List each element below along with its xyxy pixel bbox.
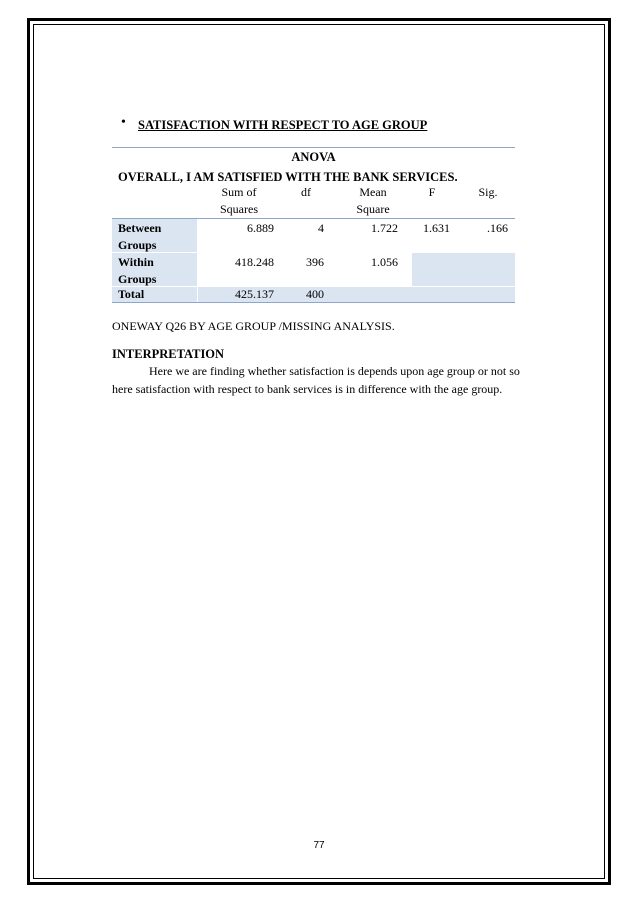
row-label-line: Between [118, 221, 162, 235]
interpretation-line-1: Here we are finding whether satisfaction is depends upon age group or not so [149, 364, 520, 378]
col-header-f: F [428, 185, 436, 199]
row-label-total: Total [118, 287, 145, 301]
col-header-sum-of-squares [200, 184, 278, 218]
table-cell-df: 4 [318, 221, 324, 235]
empty-cell-shade [338, 287, 515, 302]
table-cell-df: 400 [306, 287, 324, 301]
interpretation-heading: INTERPRETATION [112, 347, 225, 361]
page-number: 77 [313, 840, 325, 851]
col-header-line: Mean [359, 185, 387, 199]
row-label-line: Within [118, 255, 154, 269]
section-heading: SATISFACTION WITH RESPECT TO AGE GROUP [138, 118, 428, 132]
table-cell-ss: 418.248 [235, 255, 274, 269]
col-header-line: Sum of [221, 185, 257, 199]
anova-title: ANOVA [291, 150, 336, 164]
table-cell-ms: 1.056 [371, 255, 398, 269]
row-divider [112, 252, 515, 253]
interpretation-line-2: here satisfaction with respect to bank services is in difference with the age group. [112, 382, 503, 396]
col-header-df: df [301, 185, 311, 199]
row-label-line: Groups [118, 272, 157, 286]
spss-syntax: ONEWAY Q26 BY AGE GROUP /MISSING ANALYSIS. [112, 319, 395, 333]
table-cell-ss: 6.889 [247, 221, 274, 235]
table-cell-ss: 425.137 [235, 287, 274, 301]
anova-subtitle: OVERALL, I AM SATISFIED WITH THE BANK SERVICES. [118, 170, 458, 184]
row-label-line: Groups [118, 238, 157, 252]
table-cell-sig: .166 [487, 221, 508, 235]
col-header-line: Squares [220, 202, 258, 216]
table-top-rule [112, 147, 515, 148]
col-header-line: Square [356, 202, 390, 216]
col-header-sig: Sig. [478, 185, 498, 199]
row-label-between-groups [118, 220, 161, 254]
table-cell-f: 1.631 [423, 221, 450, 235]
empty-cell-shade [412, 253, 515, 286]
bullet-glyph: • [121, 115, 126, 130]
table-cell-ms: 1.722 [371, 221, 398, 235]
row-label-within-groups [118, 254, 156, 288]
col-header-mean-square [338, 184, 408, 218]
table-cell-df: 396 [306, 255, 324, 269]
